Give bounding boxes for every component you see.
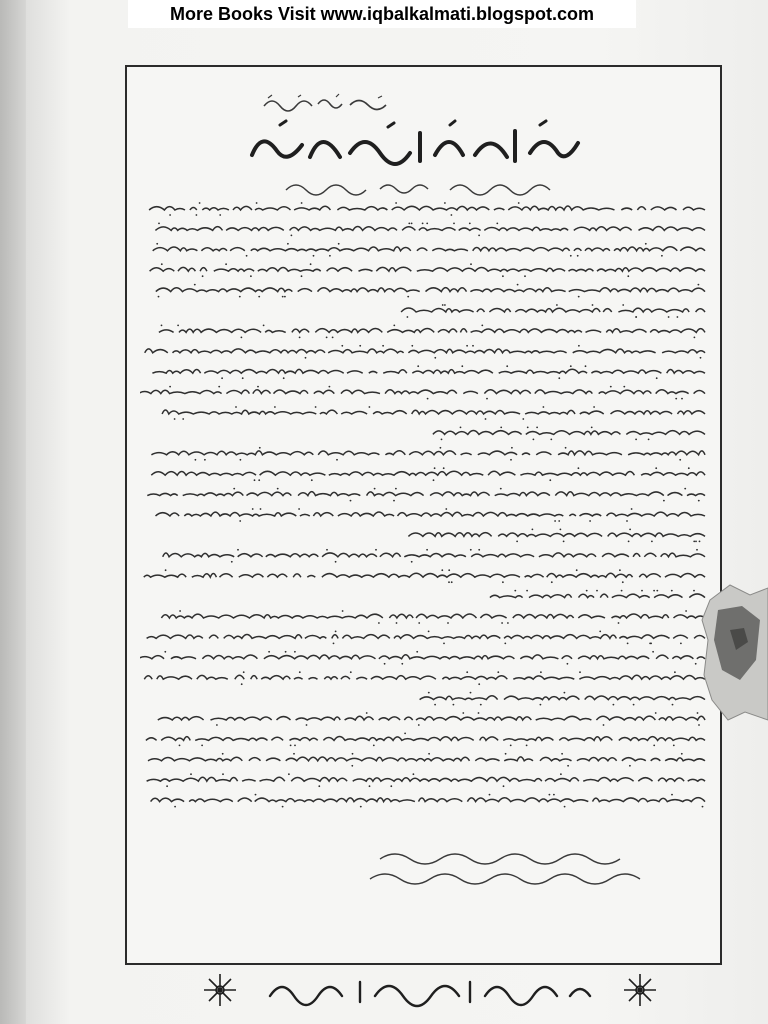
text-line [420, 696, 705, 700]
source-banner [128, 0, 636, 28]
text-line [405, 533, 705, 537]
publisher-footer [150, 968, 695, 1012]
binding-edge-shadow [0, 0, 26, 1024]
torn-paper-scrap [700, 580, 768, 725]
text-line [149, 206, 705, 210]
text-line [148, 757, 705, 761]
text-line [490, 594, 705, 598]
text-line [147, 492, 705, 496]
signature-block [360, 845, 660, 890]
text-line [147, 471, 705, 475]
urdu-body-text [140, 198, 710, 818]
text-line [153, 247, 705, 251]
text-line [154, 614, 705, 618]
subtitle-calligraphy [280, 176, 570, 198]
text-line [154, 716, 705, 720]
text-line [155, 226, 705, 230]
flower-ornament-left [204, 974, 236, 1006]
text-line [145, 349, 705, 353]
text-line [153, 329, 705, 333]
text-line [150, 267, 705, 271]
text-line [433, 431, 705, 435]
text-line [140, 390, 705, 394]
text-line [140, 655, 705, 659]
banner-text: More Books Visit www.iqbalkalmati.blogspot.com [169, 3, 595, 24]
page-heading-calligraphy [240, 115, 590, 175]
text-line [144, 675, 705, 679]
publisher-calligraphy [270, 982, 590, 1006]
text-line [155, 512, 705, 516]
text-line [140, 635, 705, 639]
text-line [146, 737, 705, 741]
text-line [152, 369, 705, 373]
text-line [401, 308, 705, 312]
text-line [158, 410, 705, 414]
bismillah-calligraphy [258, 92, 398, 114]
flower-ornament-right [624, 974, 656, 1006]
text-line [163, 553, 705, 557]
text-line [144, 573, 705, 577]
text-line [156, 288, 705, 292]
text-line [147, 777, 705, 781]
text-line [151, 451, 705, 455]
text-line [147, 798, 705, 802]
